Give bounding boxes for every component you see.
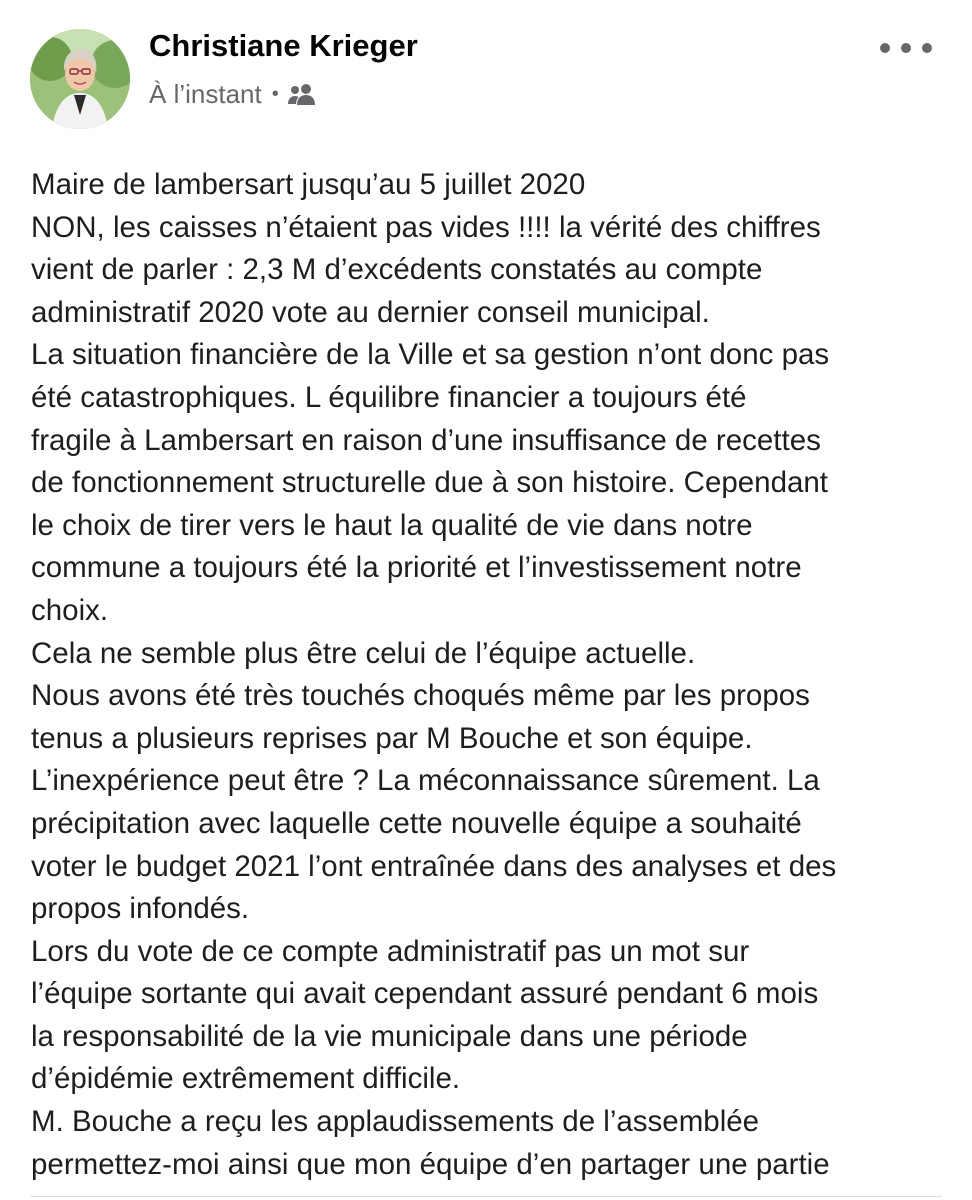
post-text-line: commune a toujours été la priorité et l’investissement notre bbox=[31, 551, 802, 585]
post-text-line: précipitation avec laquelle cette nouvelle équipe a souhaité bbox=[31, 806, 802, 840]
post-timestamp[interactable]: À l’instant bbox=[149, 78, 262, 109]
meta-separator: • bbox=[271, 82, 279, 105]
post-text-line: permettez-moi ainsi que mon équipe d’en partager une partie bbox=[31, 1147, 830, 1181]
post-text-line: voter le budget 2021 l’ont entraînée dans des analyses et des bbox=[31, 849, 837, 883]
post-text-line: d’épidémie extrêmement difficile. bbox=[31, 1062, 461, 1096]
post-text-line: propos infondés. bbox=[31, 892, 250, 926]
author-avatar[interactable] bbox=[30, 29, 130, 129]
author-name[interactable]: Christiane Krieger bbox=[149, 28, 418, 63]
post-body-text bbox=[31, 164, 946, 1186]
post-text-line: choix. bbox=[31, 593, 109, 627]
post-text-line: été catastrophiques. L équilibre financier a toujours été bbox=[31, 380, 747, 414]
post-text-line: le choix de tirer vers le haut la qualité de vie dans notre bbox=[31, 508, 753, 542]
post-text-line: Maire de lambersart jusqu’au 5 juillet 2020 bbox=[31, 168, 586, 201]
post-text-line: NON, les caisses n’étaient pas vides !!!! la vérité des chiffres bbox=[31, 210, 821, 244]
post-text-line: Cela ne semble plus être celui de l’équipe actuelle. bbox=[31, 636, 696, 670]
post-text-line: Nous avons été très touchés choqués même par les propos bbox=[31, 679, 810, 713]
post-text-line: La situation financière de la Ville et sa gestion n’ont donc pas bbox=[31, 338, 830, 372]
post-text-line: M. Bouche a reçu les applaudissements de l’assemblée bbox=[31, 1105, 760, 1139]
post-text-line: tenus a plusieurs reprises par M Bouche et son équipe. bbox=[31, 721, 753, 755]
post-text-line: L’inexpérience peut être ? La méconnaissance sûrement. La bbox=[31, 764, 820, 798]
more-options-icon[interactable] bbox=[880, 30, 932, 66]
post-text-line: vient de parler : 2,3 M d’excédents constatés au compte bbox=[31, 253, 763, 287]
avatar-photo bbox=[30, 29, 130, 129]
post-text-line: la responsabilité de la vie municipale dans une période bbox=[31, 1019, 748, 1053]
post-text-line: de fonctionnement structurelle due à son histoire. Cependant bbox=[31, 466, 829, 500]
friends-icon[interactable] bbox=[287, 82, 317, 106]
post-text-line: fragile à Lambersart en raison d’une insuffisance de recettes bbox=[31, 423, 821, 457]
divider bbox=[30, 1196, 942, 1197]
post-text-line: Lors du vote de ce compte administratif pas un mot sur bbox=[31, 934, 750, 968]
post-header bbox=[0, 0, 972, 140]
post-text-line: administratif 2020 vote au dernier conseil municipal. bbox=[31, 295, 710, 329]
post-meta bbox=[149, 76, 317, 112]
post-text-line: l’équipe sortante qui avait cependant assuré pendant 6 mois bbox=[31, 977, 819, 1011]
